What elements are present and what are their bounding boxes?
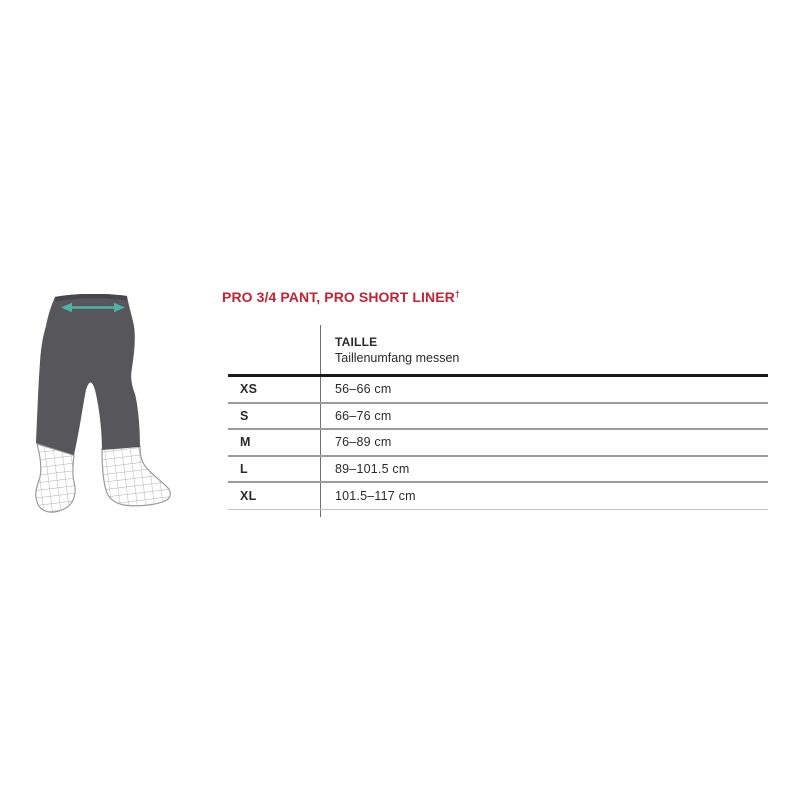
pants-measurement-diagram (34, 294, 176, 522)
size-range: 76–89 cm (335, 435, 392, 450)
size-label: S (240, 408, 249, 423)
size-range: 66–76 cm (335, 408, 392, 423)
size-row-m (228, 430, 768, 457)
size-label: XL (240, 489, 257, 504)
size-label: XS (240, 382, 258, 397)
size-label: L (240, 462, 248, 477)
size-row-l (228, 457, 768, 484)
size-range: 101.5–117 cm (335, 489, 416, 504)
measure-column-header (335, 335, 459, 366)
product-title-text: PRO 3/4 PANT, PRO SHORT LINER (222, 289, 455, 305)
left-sock-icon (36, 444, 75, 512)
size-range: 89–101.5 cm (335, 462, 410, 477)
size-table (228, 374, 768, 510)
product-title (222, 289, 460, 305)
dagger-footnote-mark: † (454, 289, 461, 299)
pants-shape (36, 294, 140, 455)
size-row-s (228, 404, 768, 431)
size-range: 56–66 cm (335, 382, 392, 397)
measure-column-title: TAILLE (335, 335, 378, 349)
size-label: M (240, 435, 251, 450)
measure-column-subtitle: Taillenumfang messen (335, 351, 460, 365)
size-row-xl (228, 483, 768, 510)
size-row-xs (228, 377, 768, 404)
right-sock-icon (102, 446, 170, 506)
